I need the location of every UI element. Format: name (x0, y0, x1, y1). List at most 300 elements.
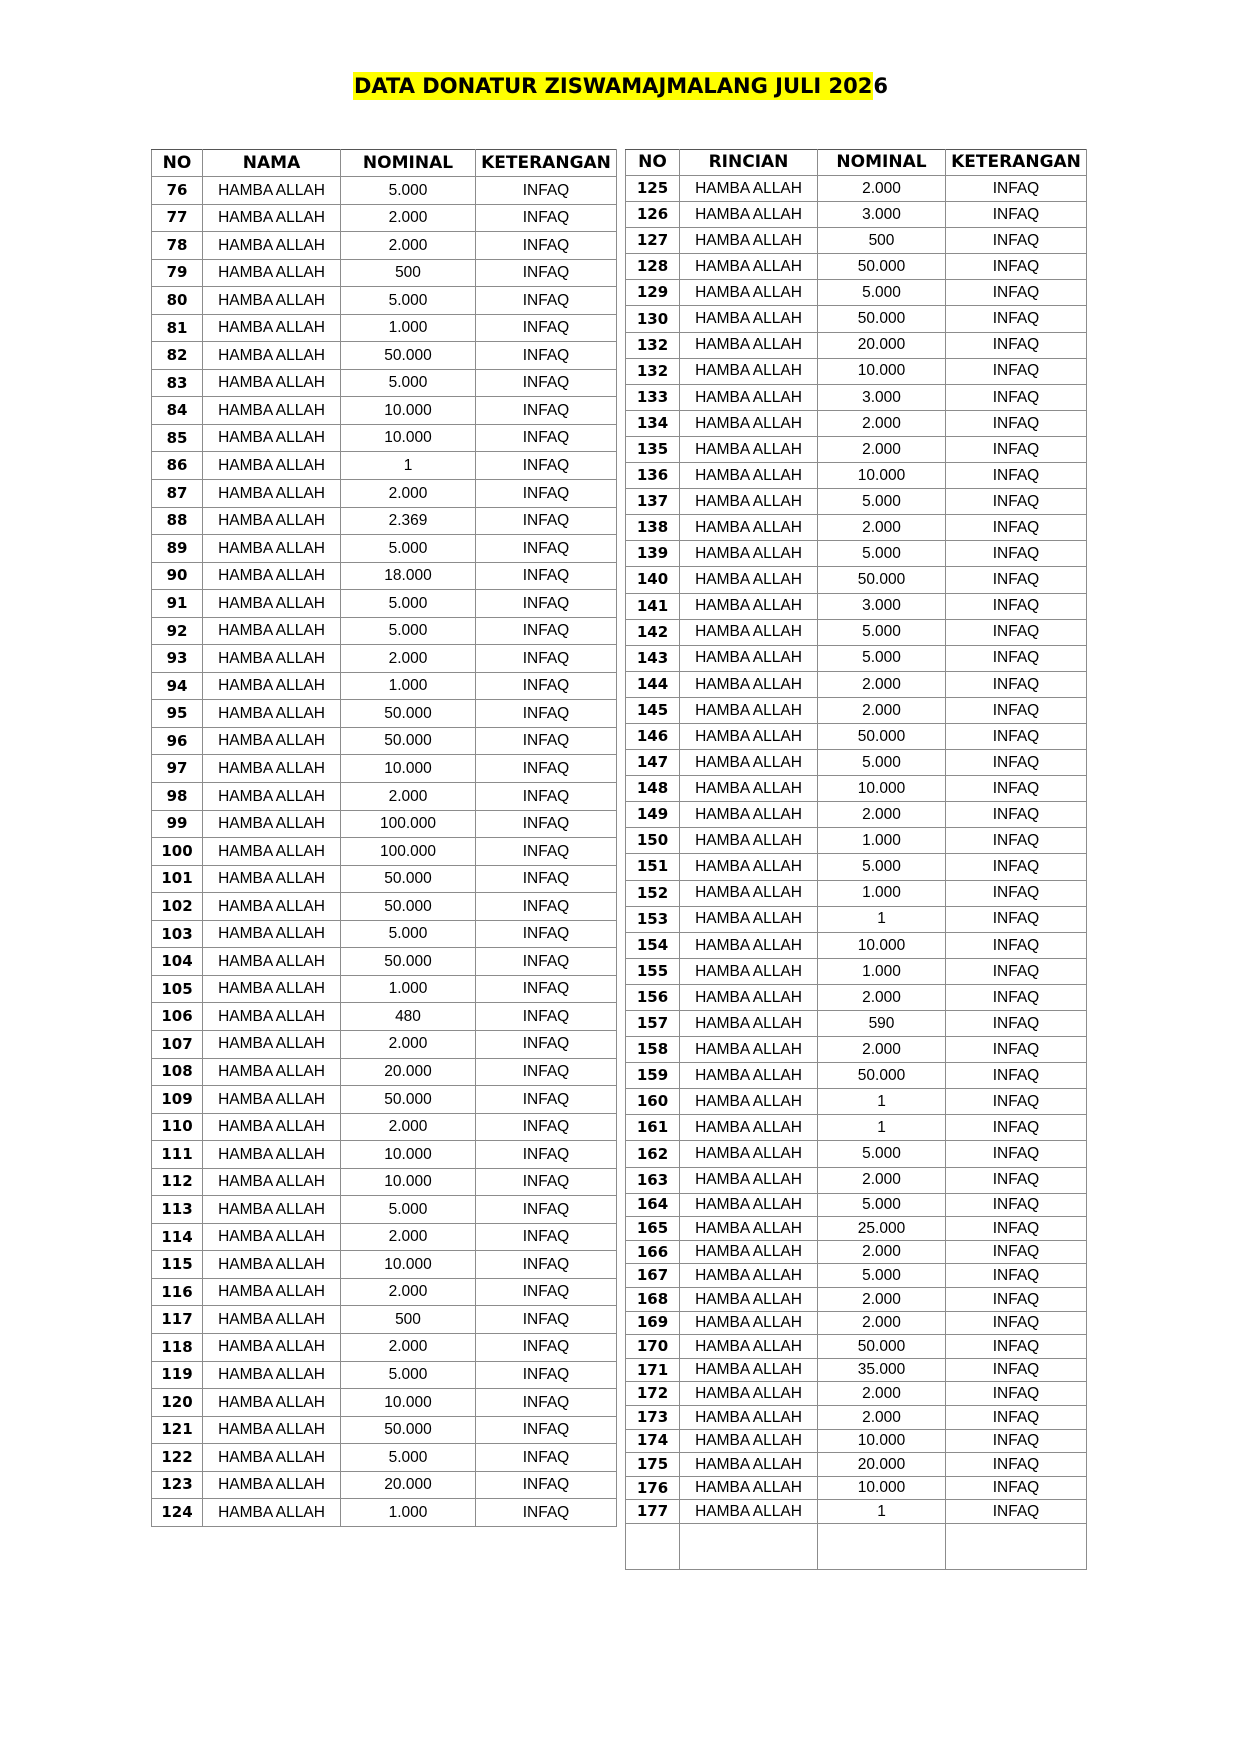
cell-nominal: 2.000 (341, 480, 476, 508)
cell-name: HAMBA ALLAH (680, 1453, 818, 1477)
cell-keterangan: INFAQ (946, 906, 1087, 932)
cell-name: HAMBA ALLAH (203, 1333, 341, 1361)
cell-no: 163 (626, 1167, 680, 1193)
cell-no: 121 (152, 1416, 203, 1444)
cell-nominal: 25.000 (818, 1217, 946, 1241)
column-header-no: NO (152, 150, 203, 177)
table-row (152, 232, 617, 260)
cell-keterangan: INFAQ (476, 810, 617, 838)
cell-nominal: 2.000 (341, 783, 476, 811)
cell-nominal: 1 (818, 1500, 946, 1524)
table-row (152, 1416, 617, 1444)
right-table-body (626, 176, 1087, 1570)
cell-name: HAMBA ALLAH (680, 1115, 818, 1141)
table-row (626, 1288, 1087, 1312)
cell-nominal: 50.000 (341, 727, 476, 755)
cell-keterangan: INFAQ (946, 436, 1087, 462)
right-donor-table (625, 149, 1087, 1570)
table-row (626, 958, 1087, 984)
cell-name: HAMBA ALLAH (680, 593, 818, 619)
cell-no: 135 (626, 436, 680, 462)
cell-keterangan: INFAQ (946, 1167, 1087, 1193)
table-row (626, 619, 1087, 645)
cell-name: HAMBA ALLAH (203, 1389, 341, 1417)
cell-no: 95 (152, 700, 203, 728)
cell-no: 101 (152, 865, 203, 893)
cell-nominal: 5.000 (818, 645, 946, 671)
cell-keterangan: INFAQ (476, 287, 617, 315)
cell-no: 79 (152, 259, 203, 287)
cell-no: 90 (152, 562, 203, 590)
cell-name: HAMBA ALLAH (680, 1063, 818, 1089)
cell-keterangan: INFAQ (476, 838, 617, 866)
cell-name: HAMBA ALLAH (680, 1193, 818, 1217)
cell-no: 81 (152, 314, 203, 342)
cell-nominal: 10.000 (818, 463, 946, 489)
cell-no: 106 (152, 1003, 203, 1031)
cell-keterangan: INFAQ (476, 259, 617, 287)
table-row (626, 1453, 1087, 1477)
cell-name: HAMBA ALLAH (680, 1311, 818, 1335)
cell-nominal: 10.000 (818, 1476, 946, 1500)
cell-no: 152 (626, 880, 680, 906)
cell-keterangan: INFAQ (946, 489, 1087, 515)
table-row (626, 1141, 1087, 1167)
cell-nominal: 20.000 (818, 1453, 946, 1477)
table-row (626, 228, 1087, 254)
cell-keterangan: INFAQ (946, 1382, 1087, 1406)
cell-keterangan: INFAQ (476, 672, 617, 700)
cell-no: 122 (152, 1444, 203, 1472)
cell-nominal: 5.000 (818, 1141, 946, 1167)
column-header-keterangan: KETERANGAN (946, 150, 1087, 176)
cell-keterangan: INFAQ (946, 880, 1087, 906)
cell-name: HAMBA ALLAH (203, 783, 341, 811)
cell-no: 129 (626, 280, 680, 306)
cell-keterangan: INFAQ (946, 202, 1087, 228)
cell-keterangan: INFAQ (946, 671, 1087, 697)
title-highlighted-text: DATA DONATUR ZISWAMAJMALANG JULI 202 (354, 74, 873, 98)
cell-no: 177 (626, 1500, 680, 1524)
table-row (152, 1223, 617, 1251)
cell-name: HAMBA ALLAH (680, 280, 818, 306)
cell-nominal: 10.000 (818, 932, 946, 958)
cell-keterangan: INFAQ (476, 397, 617, 425)
cell-nominal: 1.000 (341, 314, 476, 342)
cell-keterangan: INFAQ (946, 645, 1087, 671)
table-row (626, 802, 1087, 828)
table-row (626, 776, 1087, 802)
table-row (626, 1037, 1087, 1063)
cell-no: 134 (626, 410, 680, 436)
cell-nominal: 50.000 (341, 1416, 476, 1444)
table-row (152, 1086, 617, 1114)
cell-name: HAMBA ALLAH (680, 306, 818, 332)
table-row (152, 424, 617, 452)
cell-no: 127 (626, 228, 680, 254)
cell-nominal: 1.000 (818, 958, 946, 984)
cell-keterangan: INFAQ (476, 727, 617, 755)
cell-nominal: 10.000 (818, 1429, 946, 1453)
cell-keterangan: INFAQ (476, 1389, 617, 1417)
table-row (626, 1429, 1087, 1453)
cell-keterangan: INFAQ (946, 1193, 1087, 1217)
cell-no: 137 (626, 489, 680, 515)
cell-name: HAMBA ALLAH (203, 948, 341, 976)
cell-name: HAMBA ALLAH (680, 880, 818, 906)
table-row (152, 975, 617, 1003)
cell-name: HAMBA ALLAH (680, 984, 818, 1010)
table-row (152, 920, 617, 948)
cell-keterangan: INFAQ (476, 1444, 617, 1472)
cell-no: 116 (152, 1278, 203, 1306)
cell-keterangan: INFAQ (476, 1058, 617, 1086)
cell-nominal: 100.000 (341, 810, 476, 838)
cell-no: 170 (626, 1335, 680, 1359)
table-row (152, 1113, 617, 1141)
table-row (626, 1089, 1087, 1115)
left-table-header-row (152, 150, 617, 177)
cell-keterangan: INFAQ (476, 617, 617, 645)
cell-nominal: 1.000 (341, 1499, 476, 1527)
cell-nominal: 10.000 (341, 1389, 476, 1417)
cell-name: HAMBA ALLAH (680, 1167, 818, 1193)
cell-nominal: 5.000 (818, 280, 946, 306)
table-row (626, 984, 1087, 1010)
cell-nominal: 2.000 (818, 671, 946, 697)
cell-name: HAMBA ALLAH (680, 436, 818, 462)
table-row (626, 1063, 1087, 1089)
left-donor-table (151, 149, 617, 1527)
cell-name: HAMBA ALLAH (203, 810, 341, 838)
table-row (626, 463, 1087, 489)
cell-keterangan: INFAQ (946, 1335, 1087, 1359)
table-row (152, 838, 617, 866)
cell-no: 123 (152, 1471, 203, 1499)
cell-keterangan: INFAQ (476, 920, 617, 948)
cell-keterangan: INFAQ (476, 590, 617, 618)
cell-keterangan: INFAQ (476, 1003, 617, 1031)
cell-keterangan: INFAQ (946, 932, 1087, 958)
cell-nominal: 2.000 (818, 1311, 946, 1335)
cell-no: 102 (152, 893, 203, 921)
cell-keterangan: INFAQ (946, 1264, 1087, 1288)
table-row (626, 1476, 1087, 1500)
cell-no: 86 (152, 452, 203, 480)
cell-name: HAMBA ALLAH (680, 776, 818, 802)
table-row (626, 254, 1087, 280)
cell-no: 164 (626, 1193, 680, 1217)
cell-no: 161 (626, 1115, 680, 1141)
cell-nominal: 2.000 (818, 1167, 946, 1193)
cell-name: HAMBA ALLAH (680, 1288, 818, 1312)
cell-keterangan: INFAQ (476, 783, 617, 811)
cell-nominal: 10.000 (341, 1168, 476, 1196)
cell-no: 145 (626, 697, 680, 723)
column-header-no: NO (626, 150, 680, 176)
cell-nominal: 5.000 (818, 1193, 946, 1217)
table-row (152, 1333, 617, 1361)
cell-keterangan: INFAQ (946, 1115, 1087, 1141)
cell-nominal: 2.000 (818, 1382, 946, 1406)
cell-no: 76 (152, 177, 203, 205)
cell-nominal: 50.000 (341, 893, 476, 921)
cell-no: 107 (152, 1030, 203, 1058)
cell-keterangan: INFAQ (476, 1141, 617, 1169)
cell-no: 160 (626, 1089, 680, 1115)
cell-name: HAMBA ALLAH (203, 645, 341, 673)
cell-nominal: 2.000 (341, 645, 476, 673)
cell-keterangan: INFAQ (476, 948, 617, 976)
cell-name: HAMBA ALLAH (680, 541, 818, 567)
cell-nominal: 5.000 (341, 369, 476, 397)
cell-name: HAMBA ALLAH (680, 619, 818, 645)
table-row (626, 1311, 1087, 1335)
cell-name: HAMBA ALLAH (203, 755, 341, 783)
cell-name: HAMBA ALLAH (203, 535, 341, 563)
table-row (626, 1217, 1087, 1241)
table-row (626, 593, 1087, 619)
cell-name: HAMBA ALLAH (680, 958, 818, 984)
cell-name: HAMBA ALLAH (203, 507, 341, 535)
cell-no: 118 (152, 1333, 203, 1361)
table-row (152, 590, 617, 618)
cell-no: 159 (626, 1063, 680, 1089)
cell-no: 96 (152, 727, 203, 755)
cell-name: HAMBA ALLAH (203, 590, 341, 618)
cell-name: HAMBA ALLAH (203, 672, 341, 700)
table-row (152, 1278, 617, 1306)
cell-name: HAMBA ALLAH (203, 1030, 341, 1058)
cell-no: 85 (152, 424, 203, 452)
cell-keterangan: INFAQ (476, 1030, 617, 1058)
cell-nominal: 2.000 (818, 1240, 946, 1264)
cell-keterangan: INFAQ (946, 619, 1087, 645)
cell-nominal: 2.000 (818, 176, 946, 202)
cell-keterangan: INFAQ (946, 1288, 1087, 1312)
cell-keterangan: INFAQ (476, 645, 617, 673)
cell-no: 149 (626, 802, 680, 828)
cell-keterangan: INFAQ (476, 507, 617, 535)
cell-nominal: 20.000 (341, 1058, 476, 1086)
table-row (152, 259, 617, 287)
cell-name: HAMBA ALLAH (203, 920, 341, 948)
table-row (152, 1471, 617, 1499)
cell-no: 146 (626, 723, 680, 749)
table-row (626, 1240, 1087, 1264)
column-header-name: NAMA (203, 150, 341, 177)
cell-no: 173 (626, 1406, 680, 1430)
cell-keterangan: INFAQ (946, 332, 1087, 358)
cell-name: HAMBA ALLAH (203, 1444, 341, 1472)
column-header-keterangan: KETERANGAN (476, 150, 617, 177)
cell-keterangan (946, 1523, 1087, 1569)
cell-nominal: 1.000 (818, 828, 946, 854)
cell-nominal: 5.000 (818, 750, 946, 776)
cell-no: 132 (626, 332, 680, 358)
cell-keterangan: INFAQ (476, 1361, 617, 1389)
cell-nominal: 2.000 (341, 1223, 476, 1251)
cell-keterangan: INFAQ (946, 723, 1087, 749)
cell-name: HAMBA ALLAH (680, 176, 818, 202)
cell-name: HAMBA ALLAH (680, 1089, 818, 1115)
cell-keterangan: INFAQ (476, 1251, 617, 1279)
cell-nominal: 3.000 (818, 593, 946, 619)
cell-nominal: 5.000 (818, 541, 946, 567)
cell-keterangan: INFAQ (476, 1306, 617, 1334)
cell-keterangan: INFAQ (946, 306, 1087, 332)
cell-nominal: 50.000 (341, 948, 476, 976)
cell-nominal: 50.000 (818, 1063, 946, 1089)
cell-name: HAMBA ALLAH (203, 232, 341, 260)
table-row (626, 854, 1087, 880)
table-row (152, 342, 617, 370)
cell-keterangan: INFAQ (946, 1500, 1087, 1524)
cell-name: HAMBA ALLAH (680, 1429, 818, 1453)
cell-nominal: 2.000 (341, 1030, 476, 1058)
cell-nominal: 1 (818, 1115, 946, 1141)
cell-nominal: 20.000 (341, 1471, 476, 1499)
cell-nominal: 5.000 (818, 619, 946, 645)
cell-name: HAMBA ALLAH (203, 1278, 341, 1306)
cell-keterangan: INFAQ (946, 463, 1087, 489)
cell-nominal: 5.000 (341, 1361, 476, 1389)
table-row (626, 306, 1087, 332)
cell-name: HAMBA ALLAH (203, 562, 341, 590)
cell-no: 100 (152, 838, 203, 866)
cell-name: HAMBA ALLAH (680, 645, 818, 671)
cell-name: HAMBA ALLAH (680, 1406, 818, 1430)
cell-no: 117 (152, 1306, 203, 1334)
cell-no: 94 (152, 672, 203, 700)
cell-keterangan: INFAQ (476, 1499, 617, 1527)
table-row (152, 480, 617, 508)
table-row (626, 280, 1087, 306)
cell-name: HAMBA ALLAH (203, 480, 341, 508)
cell-keterangan: INFAQ (946, 1141, 1087, 1167)
cell-no: 92 (152, 617, 203, 645)
cell-nominal: 2.000 (341, 1113, 476, 1141)
cell-name: HAMBA ALLAH (203, 1416, 341, 1444)
cell-keterangan: INFAQ (476, 1471, 617, 1499)
cell-nominal: 1 (341, 452, 476, 480)
cell-keterangan: INFAQ (476, 975, 617, 1003)
table-row (626, 828, 1087, 854)
table-row (152, 783, 617, 811)
table-row (626, 358, 1087, 384)
cell-no: 89 (152, 535, 203, 563)
cell-keterangan: INFAQ (476, 204, 617, 232)
cell-name: HAMBA ALLAH (203, 727, 341, 755)
cell-nominal: 2.000 (341, 204, 476, 232)
cell-nominal: 2.000 (818, 436, 946, 462)
cell-keterangan: INFAQ (946, 1311, 1087, 1335)
cell-name: HAMBA ALLAH (680, 1500, 818, 1524)
cell-name: HAMBA ALLAH (203, 452, 341, 480)
cell-keterangan: INFAQ (946, 750, 1087, 776)
cell-keterangan: INFAQ (476, 700, 617, 728)
cell-name: HAMBA ALLAH (203, 975, 341, 1003)
cell-name: HAMBA ALLAH (203, 1306, 341, 1334)
cell-nominal: 590 (818, 1011, 946, 1037)
cell-nominal: 2.000 (818, 410, 946, 436)
cell-nominal: 50.000 (341, 342, 476, 370)
cell-name: HAMBA ALLAH (203, 424, 341, 452)
cell-name: HAMBA ALLAH (203, 259, 341, 287)
cell-no: 130 (626, 306, 680, 332)
cell-nominal: 10.000 (818, 358, 946, 384)
cell-name: HAMBA ALLAH (680, 202, 818, 228)
cell-nominal: 2.000 (818, 1037, 946, 1063)
cell-no: 156 (626, 984, 680, 1010)
cell-name: HAMBA ALLAH (203, 1086, 341, 1114)
cell-no: 144 (626, 671, 680, 697)
cell-keterangan: INFAQ (476, 452, 617, 480)
cell-keterangan: INFAQ (946, 776, 1087, 802)
cell-name: HAMBA ALLAH (680, 1011, 818, 1037)
cell-keterangan: INFAQ (946, 228, 1087, 254)
cell-no: 136 (626, 463, 680, 489)
cell-nominal: 50.000 (818, 567, 946, 593)
cell-name: HAMBA ALLAH (203, 1499, 341, 1527)
cell-keterangan: INFAQ (476, 562, 617, 590)
cell-name: HAMBA ALLAH (680, 1240, 818, 1264)
cell-nominal: 10.000 (341, 1251, 476, 1279)
cell-no: 99 (152, 810, 203, 838)
table-row (626, 1115, 1087, 1141)
cell-name: HAMBA ALLAH (680, 358, 818, 384)
cell-keterangan: INFAQ (946, 567, 1087, 593)
cell-nominal: 2.000 (818, 515, 946, 541)
cell-keterangan: INFAQ (946, 1406, 1087, 1430)
table-row (626, 202, 1087, 228)
cell-name: HAMBA ALLAH (680, 854, 818, 880)
cell-no: 143 (626, 645, 680, 671)
cell-no: 153 (626, 906, 680, 932)
cell-keterangan: INFAQ (946, 541, 1087, 567)
table-row (626, 750, 1087, 776)
table-row (626, 410, 1087, 436)
cell-keterangan: INFAQ (476, 480, 617, 508)
cell-keterangan: INFAQ (476, 755, 617, 783)
cell-nominal: 50.000 (818, 306, 946, 332)
cell-name: HAMBA ALLAH (203, 177, 341, 205)
cell-keterangan: INFAQ (476, 232, 617, 260)
cell-name: HAMBA ALLAH (680, 1141, 818, 1167)
cell-nominal: 50.000 (341, 1086, 476, 1114)
table-row (626, 880, 1087, 906)
cell-nominal: 50.000 (818, 254, 946, 280)
cell-name: HAMBA ALLAH (203, 893, 341, 921)
cell-keterangan: INFAQ (946, 984, 1087, 1010)
table-row (152, 1196, 617, 1224)
cell-nominal: 2.369 (341, 507, 476, 535)
cell-name: HAMBA ALLAH (203, 1168, 341, 1196)
cell-no: 150 (626, 828, 680, 854)
cell-no: 138 (626, 515, 680, 541)
cell-nominal: 20.000 (818, 332, 946, 358)
column-header-nominal: NOMINAL (341, 150, 476, 177)
cell-keterangan: INFAQ (476, 1333, 617, 1361)
cell-nominal: 2.000 (818, 1406, 946, 1430)
cell-nominal: 50.000 (341, 700, 476, 728)
cell-name: HAMBA ALLAH (203, 865, 341, 893)
cell-keterangan: INFAQ (946, 802, 1087, 828)
table-row (152, 893, 617, 921)
cell-no: 128 (626, 254, 680, 280)
cell-name: HAMBA ALLAH (680, 410, 818, 436)
table-row (152, 397, 617, 425)
